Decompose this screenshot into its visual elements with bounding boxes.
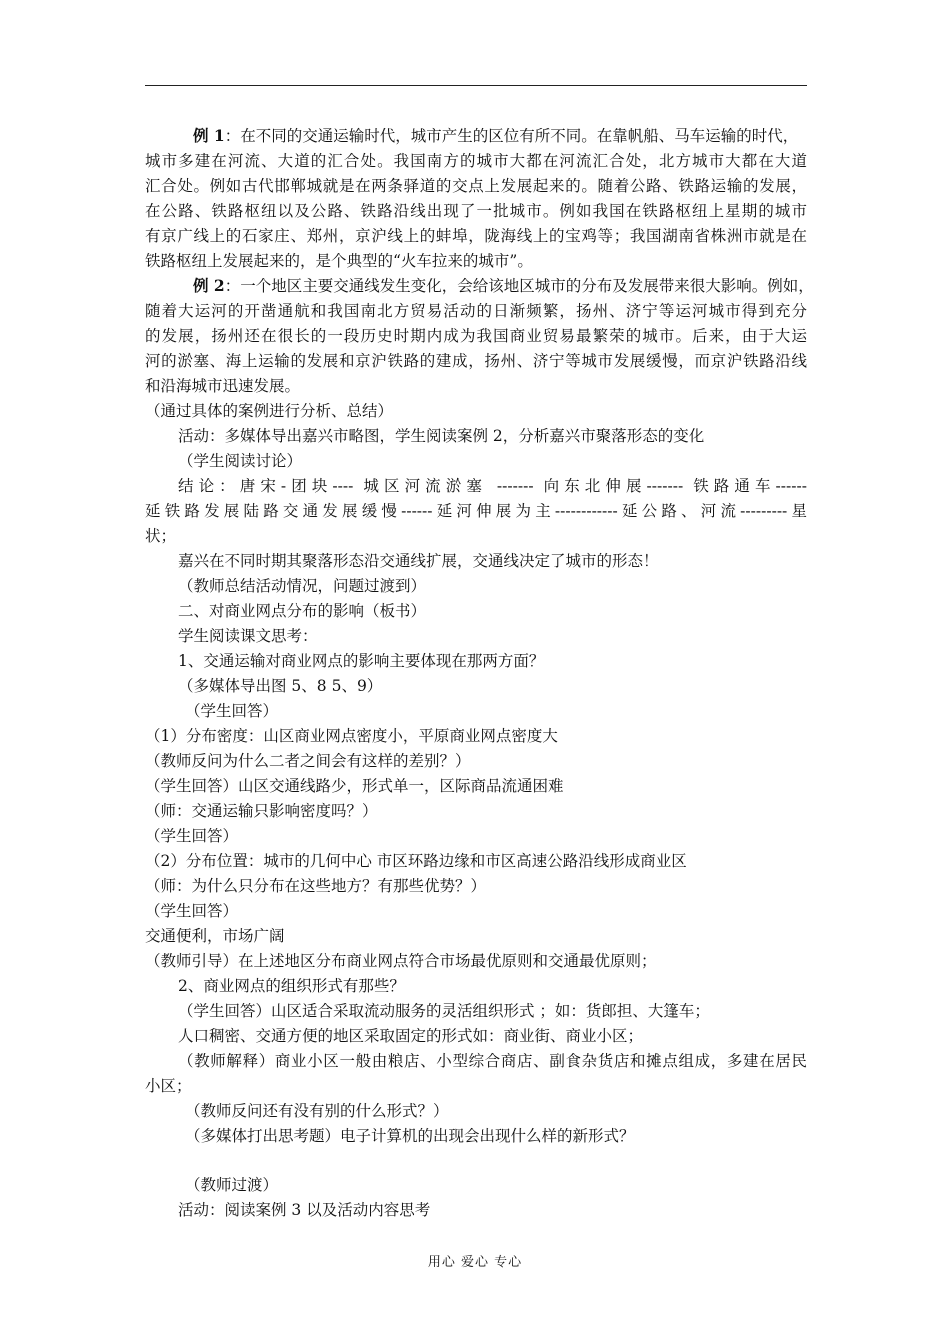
text-line: 2、商业网点的组织形式有那些？ [178, 977, 405, 995]
example1-line-1: 例 1：在不同的交通运输时代，城市产生的区位有所不同。在靠帆船、马车运输的时代， [193, 126, 799, 145]
text-line: （教师过渡） [185, 1176, 279, 1194]
example2-label: 例 2 [193, 276, 225, 295]
example2-line-1: 例 2：一个地区主要交通线发生变化，会给该地区城市的分布及发展带来很大影响。例如， [193, 276, 814, 295]
example1-line-6: 铁路枢纽上发展起来的，是个典型的“火车拉来的城市”。 [145, 252, 533, 270]
text-line: （学生回答） [145, 902, 239, 920]
text-line: （师：交通运输只影响密度吗？） [145, 802, 378, 820]
text-line: （教师反问还有没有别的什么形式？） [185, 1102, 449, 1120]
text-line: 活动：阅读案例 3 以及活动内容思考 [178, 1201, 431, 1219]
text-line: 学生阅读课文思考： [178, 627, 318, 645]
text-line: 活动：多媒体导出嘉兴市略图，学生阅读案例 2，分析嘉兴市聚落形态的变化 [178, 427, 705, 445]
text-line: （多媒体导出图 5、8 5、9） [178, 677, 383, 695]
text-line: （教师解释）商业小区一般由粮店、小型综合商店、副食杂货店和摊点组成，多建在居民 [178, 1052, 807, 1070]
text-line: （多媒体打出思考题）电子计算机的出现会出现什么样的新形式？ [185, 1127, 635, 1145]
text-line: （教师反问为什么二者之间会有这样的差别？） [145, 752, 471, 770]
text-line: （学生回答） [185, 702, 279, 720]
text-line: 嘉兴在不同时期其聚落形态沿交通线扩展，交通线决定了城市的形态！ [178, 552, 659, 570]
example1-line-2: 城市多建在河流、大道的汇合处。我国南方的城市大都在河流汇合处，北方城市大都在大道 [145, 152, 807, 170]
text-line: （学生阅读讨论） [178, 452, 303, 470]
example1-label: 例 1 [193, 126, 225, 145]
example1-line-3: 汇合处。例如古代邯郸城就是在两条驿道的交点上发展起来的。随着公路、铁路运输的发展， [145, 177, 807, 195]
header-rule [145, 85, 807, 86]
text-line: （学生回答） [145, 827, 239, 845]
text-line: （学生回答）山区适合采取流动服务的灵活组织形式 ；如：货郎担、大篷车； [178, 1002, 710, 1020]
example2-line-2: 随着大运河的开凿通航和我国南北方贸易活动的日渐频繁，扬州、济宁等运河城市得到充分 [145, 302, 807, 320]
text-line: 二、对商业网点分布的影响（板书） [178, 602, 427, 620]
text-line: （教师总结活动情况，问题过渡到） [178, 577, 427, 595]
text-line: 1、交通运输对商业网点的影响主要体现在那两方面？ [178, 652, 545, 670]
example1-line-5: 有京广线上的石家庄、郑州，京沪线上的蚌埠，陇海线上的宝鸡等；我国湖南省株洲市就是在 [145, 227, 807, 245]
text-line: 交通便利，市场广阔 [145, 927, 285, 945]
text-line: （1）分布密度：山区商业网点密度小，平原商业网点密度大 [145, 727, 558, 745]
text-line: 状； [145, 527, 177, 545]
text-line: （师：为什么只分布在这些地方？有那些优势？） [145, 877, 487, 895]
text-line: （2）分布位置：城市的几何中心 市区环路边缘和市区高速公路沿线形成商业区 [145, 852, 687, 870]
text-line: 人口稠密、交通方便的地区采取固定的形式如：商业街、商业小区； [178, 1027, 644, 1045]
example2-line-3: 的发展，扬州还在很长的一段历史时期内成为我国商业贸易最繁荣的城市。后来，由于大运 [145, 327, 807, 345]
example2-line-4: 河的淤塞、海上运输的发展和京沪铁路的建成，扬州、济宁等城市发展缓慢，而京沪铁路沿线 [145, 352, 807, 370]
text-line: 小区； [145, 1077, 192, 1095]
text-line: （教师引导）在上述地区分布商业网点符合市场最优原则和交通最优原则； [145, 952, 657, 970]
text-line: （通过具体的案例进行分析、总结） [145, 402, 394, 420]
example1-line-4: 在公路、铁路枢纽以及公路、铁路沿线出现了一批城市。例如我国在铁路枢纽上星期的城市 [145, 202, 807, 220]
text-line: 结论：唐宋-团块---- 城区河流淤塞 ------- 向东北伸展------- 铁路通车------ [178, 477, 807, 495]
text-line: （学生回答）山区交通线路少，形式单一，区际商品流通困难 [145, 777, 564, 795]
example2-line-5: 和沿海城市迅速发展。 [145, 377, 301, 395]
page-footer: 用心 爱心 专心 [427, 1255, 523, 1270]
text-line: 延铁路发展陆路交通发展缓慢------延河伸展为主------------延公路、河流---------星 [145, 502, 807, 520]
